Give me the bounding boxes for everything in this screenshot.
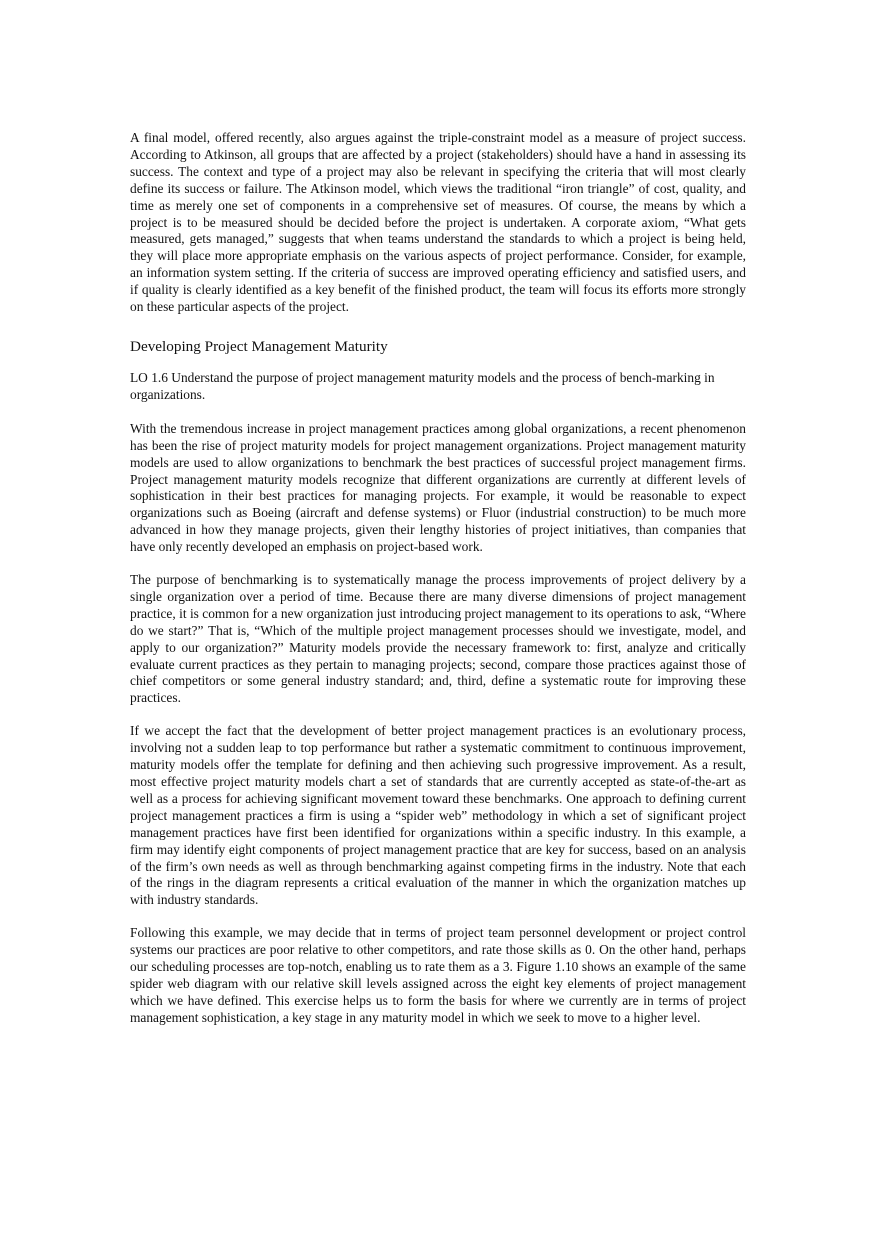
document-page	[130, 130, 746, 1043]
learning-objective: LO 1.6 Understand the purpose of project management maturity models and the process of bench-marking in organizations.	[130, 369, 715, 402]
paragraph-example-ratings: Following this example, we may decide that in terms of project team personnel development or project control systems our practices are poor relative to other competitors, and rate those skills as 0. On the other hand, perhaps our scheduling processes are top-notch, enabling us to rate them as a 3. Figure 1.10 shows an example of the same spider web diagram with our relative skill levels assigned across the eight key elements of project management which we have defined. This exercise helps us to form the basis for where we currently are in terms of project management sophistication, a key stage in any maturity model in which we seek to move to a higher level.	[130, 925, 746, 1025]
section-heading: Developing Project Management Maturity	[130, 337, 388, 355]
paragraph-spider-web: If we accept the fact that the development of better project management practices is an evolutionary process, involving not a sudden leap to top performance but rather a systematic commitment to continuous improvement, maturity models offer the template for defining and then achieving such progressive improvement. As a result, most effective project maturity models chart a set of standards that are currently accepted as state-of-the-art as well as a process for achieving significant movement toward these benchmarks. One approach to defining current project management practices a firm is using a “spider web” methodology in which a set of significant project management practices have first been identified for organizations within a specific industry. In this example, a firm may identify eight components of project management practice that are key for success, based on an analysis of the firm’s own needs as well as through benchmarking against competing firms in the industry. Note that each of the rings in the diagram represents a critical evaluation of the manner in which the organization matches up with industry standards.	[130, 723, 746, 908]
paragraph-benchmarking: The purpose of benchmarking is to systematically manage the process improvements of project delivery by a single organization over a period of time. Because there are many diverse dimensions of project management practice, it is common for a new organization just introducing project management to its operations to ask, “Where do we start?” That is, “Which of the multiple project management processes should we investigate, model, and apply to our organization?” Maturity models provide the necessary framework to: first, analyze and critically evaluate current practices as they pertain to managing projects; second, compare those practices against those of chief competitors or some general industry standard; and, third, define a systematic route for improving these practices.	[130, 572, 746, 706]
paragraph-maturity-models: With the tremendous increase in project management practices among global organizations, a recent phenomenon has been the rise of project maturity models for project management organizations. Project management maturity models are used to allow organizations to benchmark the best practices of successful project management firms. Project management maturity models recognize that different organizations are currently at different levels of sophistication in their best practices for managing projects. For example, it would be reasonable to expect organizations such as Boeing (aircraft and defense systems) or Fluor (industrial construction) to be much more advanced in how they manage projects, given their lengthy histories of project initiatives, than companies that have only recently developed an emphasis on project-based work.	[130, 420, 746, 555]
intro-paragraph: A final model, offered recently, also argues against the triple-constraint model as a measure of project success. According to Atkinson, all groups that are affected by a project (stakeholders) should have a hand in assessing its success. The context and type of a project may also be relevant in specifying the criteria that will most clearly define its success or failure. The Atkinson model, which views the traditional “iron triangle” of cost, quality, and time as merely one set of components in a comprehensive set of measures. Of course, the means by which a project is to be measured should be decided before the project is undertaken. A corporate axiom, “What gets measured, gets managed,” suggests that when teams understand the standards to which a project is being held, they will place more appropriate emphasis on the various aspects of project performance. Consider, for example, an information system setting. If the criteria of success are improved operating efficiency and satisfied users, and if quality is clearly identified as a key benefit of the finished product, the team will focus its efforts more strongly on these particular aspects of the project.	[130, 130, 746, 315]
